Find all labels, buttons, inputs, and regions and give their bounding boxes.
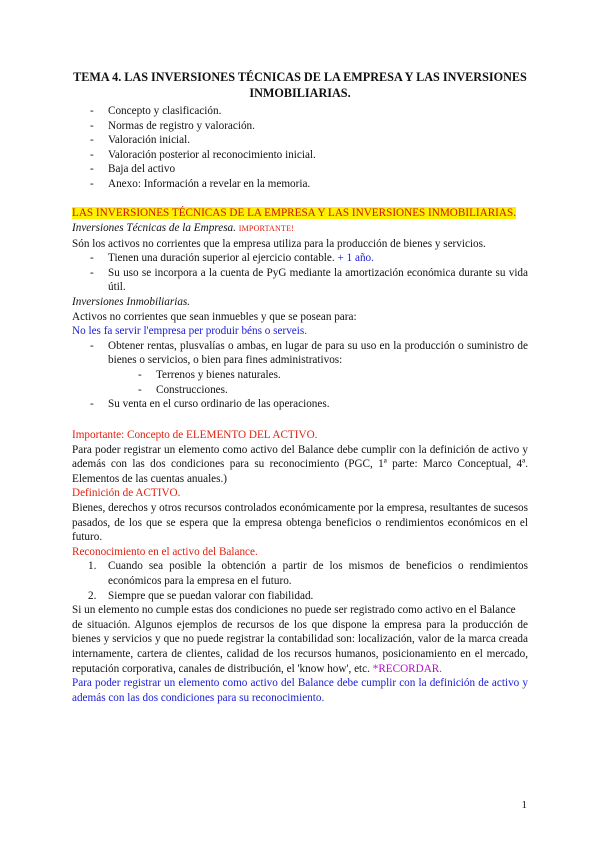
closing-paragraph: [72, 618, 528, 676]
tecnicas-definition: Són los activos no corrientes que la empresa utiliza para la producción de bienes y servicios.: [72, 237, 486, 250]
outline-item: - Anexo: Información a revelar en la memoria.: [72, 177, 528, 192]
important-tag: IMPORTANTE!: [238, 224, 295, 233]
elemento-paragraph: Para poder registrar un elemento como activo del Balance debe cumplir con la definición de activo y además con las dos condiciones para su reconocimiento (PGC, 1ª parte: Marco Conceptual, 4ª. Elementos de las cuentas anuales.): [72, 443, 528, 485]
closing-line: Si un elemento no cumple estas dos condiciones no puede ser registrado como activo en el Balance: [72, 604, 516, 617]
activo-definition-heading: Definición de ACTIVO.: [72, 487, 181, 500]
list-item: - Su uso se incorpora a la cuenta de PyG mediante la amortización económica durante su vida útil.: [72, 266, 528, 295]
duration-note: + 1 año.: [337, 252, 374, 265]
elemento-heading: Importante: Concepto de ELEMENTO DEL ACTIVO.: [72, 429, 318, 441]
summary-note: Para poder registrar un elemento como activo del Balance debe cumplir con la definición de activo y además con las dos condiciones para su reconocimiento.: [72, 677, 528, 704]
condition-text: Cuando sea posible la obtención a partir de los mismos de beneficios o rendimientos económicos para la empresa en el futuro.: [108, 560, 528, 587]
page-title: TEMA 4. LAS INVERSIONES TÉCNICAS DE LA EMPRESA Y LAS INVERSIONES INMOBILIARIAS.: [73, 70, 527, 100]
inmobiliarias-note: No les fa servir l'empresa per produir béns o serveis.: [72, 325, 308, 338]
list-item: [72, 251, 528, 266]
sub-list-item: - Terrenos y bienes naturales.: [72, 368, 528, 383]
sub-list-item: - Construcciones.: [72, 383, 528, 398]
inmobiliarias-definition: Activos no corrientes que sean inmuebles y que se posean para:: [72, 310, 357, 323]
section-heading: [72, 206, 528, 221]
condition-item: [72, 589, 528, 604]
condition-number: 2.: [88, 589, 97, 602]
tecnicas-section: [72, 221, 528, 412]
section-heading-text: LAS INVERSIONES TÉCNICAS DE LA EMPRESA Y LAS INVERSIONES INMOBILIARIAS.: [72, 207, 517, 219]
list-item: - Obtener rentas, plusvalías o ambas, en lugar de para su uso en la producción o suministro de bienes o servicios, o bien para fines administrativos:: [72, 339, 528, 368]
closing-text: de situación. Algunos ejemplos de recursos de los que dispone la empresa para la producción de bienes y servicios y que no puede registrar la contabilidad son: localización, valor de la marca creada internamente, cartera de clientes, calidad de los recursos humanos, posicionamiento en el mercado, reputación corporativa, canales de distribución, el 'know how', etc.: [72, 618, 528, 675]
outline-item: - Valoración inicial.: [72, 133, 528, 148]
outline-item: - Valoración posterior al reconocimiento inicial.: [72, 148, 528, 163]
condition-number: 1.: [88, 560, 97, 573]
inmobiliarias-heading: Inversiones Inmobiliarias.: [72, 295, 191, 308]
list-item-text: Tienen una duración superior al ejercicio contable.: [108, 252, 335, 265]
reconocimiento-heading: Reconocimiento en el activo del Balance.: [72, 545, 258, 558]
condition-item: [72, 559, 528, 588]
outline-item: - Baja del activo: [72, 162, 528, 177]
topic-outline: [72, 104, 528, 192]
outline-item: - Normas de registro y valoración.: [72, 119, 528, 134]
elemento-section: [72, 428, 528, 705]
outline-item: - Concepto y clasificación.: [72, 104, 528, 119]
recordar-note: *RECORDAR.: [372, 662, 443, 675]
list-item: - Su venta en el curso ordinario de las operaciones.: [72, 397, 528, 412]
activo-definition: Bienes, derechos y otros recursos controlados económicamente por la empresa, resultantes de sucesos pasados, de los que se espera que la empresa obtenga beneficios o rendimientos económicos en el futuro.: [72, 501, 528, 544]
condition-text: Siempre que se puedan valorar con fiabilidad.: [108, 589, 314, 602]
page-number: 1: [521, 799, 527, 811]
tecnicas-heading: Inversiones Técnicas de la Empresa.: [72, 222, 236, 234]
